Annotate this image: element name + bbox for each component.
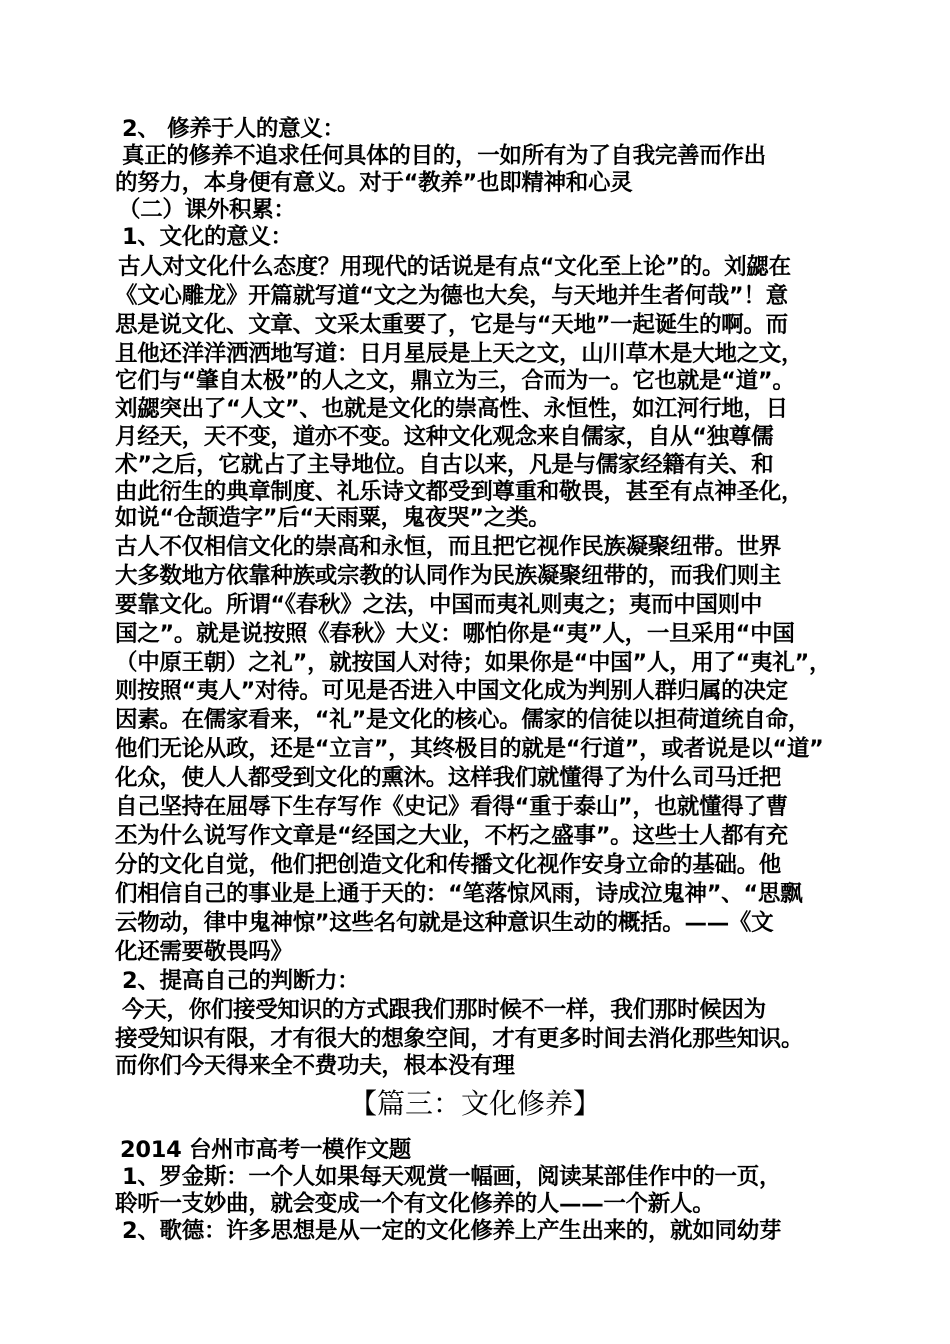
text-line: 古人不仅相信文化的崇高和永恒，而且把它视作民族凝聚纽带。世界 — [115, 534, 782, 560]
text-line: 丕为什么说写作文章是“经国之大业，不朽之盛事”。这些士人都有充 — [115, 823, 788, 849]
heading-extracurricular: （二）课外积累： — [118, 197, 296, 223]
text-line: 因素。在儒家看来，“礼”是文化的核心。儒家的信徒以担荷道统自命， — [115, 707, 810, 733]
text-line: 接受知识有限，才有很大的想象空间，才有更多时间去消化那些知识。 — [115, 1026, 804, 1052]
heading-culture-meaning: 1、文化的意义： — [122, 224, 293, 250]
text-line: 们相信自己的事业是上通于天的：“笔落惊风雨，诗成泣鬼神”、“思飘 — [115, 881, 803, 907]
text-line: 而你们今天得来全不费功夫，根本没有理 — [115, 1053, 515, 1079]
text-line: 术”之后，它就占了主导地位。自古以来，凡是与儒家经籍有关、和 — [115, 452, 774, 478]
heading-judgment: 2、提高自己的判断力： — [122, 968, 360, 994]
text-line: 聆听一支妙曲，就会变成一个有文化修养的人——一个新人。 — [115, 1191, 715, 1217]
text-line: 真正的修养不追求任何具体的目的，一如所有为了自我完善而作出 — [122, 143, 766, 169]
text-line: 刘勰突出了“人文”、也就是文化的崇高性、永恒性，如江河行地，日 — [115, 396, 788, 422]
text-line: 化还需要敬畏吗》 — [115, 939, 293, 965]
text-line: 《文心雕龙》开篇就写道“文之为德也大矣，与天地并生者何哉”！意 — [115, 283, 788, 309]
text-line: 2、歌德：许多思想是从一定的文化修养上产生出来的，就如同幼芽 — [122, 1218, 782, 1244]
text-line: 它们与“肇自太极”的人之文，鼎立为三，合而为一。它也就是“道”。 — [115, 368, 795, 394]
text-line: 要靠文化。所谓“《春秋》之法，中国而夷礼则夷之；夷而中国则中 — [115, 592, 763, 618]
text-line: 1、罗金斯：一个人如果每天观赏一幅画，阅读某部佳作中的一页， — [122, 1164, 782, 1190]
text-line: 月经天，天不变，道亦不变。这种文化观念来自儒家，自从“独尊儒 — [115, 424, 774, 450]
text-line: 今天，你们接受知识的方式跟我们那时候不一样，我们那时候因为 — [122, 997, 766, 1023]
text-line: 且他还洋洋洒洒地写道：日月星辰是上天之文，山川草木是大地之文， — [115, 341, 804, 367]
text-line: 自己坚持在屈辱下生存写作《史记》看得“重于泰山”，也就懂得了曹 — [115, 794, 788, 820]
text-line: 则按照“夷人”对待。可见是否进入中国文化成为判别人群归属的决定 — [115, 678, 788, 704]
text-line: （中原王朝）之礼”，就按国人对待；如果你是“中国”人，用了“夷礼”， — [115, 650, 832, 676]
text-line: 云物动，律中鬼神惊”这些名句就是这种意识生动的概括。——《文 — [115, 910, 774, 936]
heading-cultivation-meaning: 2、 修养于人的意义： — [122, 116, 345, 142]
section-title: 【篇三：文化修养】 — [348, 1087, 601, 1120]
exam-title: 2014 台州市高考一模作文题 — [120, 1137, 411, 1163]
text-line: 由此衍生的典章制度、礼乐诗文都受到尊重和敬畏，甚至有点神圣化， — [115, 479, 804, 505]
text-line: 如说“仓颉造字”后“天雨粟，鬼夜哭”之类。 — [115, 505, 551, 531]
text-line: 古人对文化什么态度？用现代的话说是有点“文化至上论”的。刘勰在 — [118, 254, 791, 280]
text-line: 国之”。就是说按照《春秋》大义：哪怕你是“夷”人，一旦采用“中国 — [115, 621, 795, 647]
text-line: 他们无论从政，还是“立言”，其终极目的就是“行道”，或者说是以“道” — [115, 736, 824, 762]
text-line: 的努力，本身便有意义。对于“教养”也即精神和心灵 — [115, 170, 633, 196]
text-line: 分的文化自觉，他们把创造文化和传播文化视作安身立命的基础。他 — [115, 852, 782, 878]
text-line: 思是说文化、文章、文采太重要了，它是与“天地”一起诞生的啊。而 — [115, 312, 788, 338]
text-line: 化众，使人人都受到文化的熏沐。这样我们就懂得了为什么司马迁把 — [115, 765, 782, 791]
text-line: 大多数地方依靠种族或宗教的认同作为民族凝聚纽带的，而我们则主 — [115, 563, 782, 589]
